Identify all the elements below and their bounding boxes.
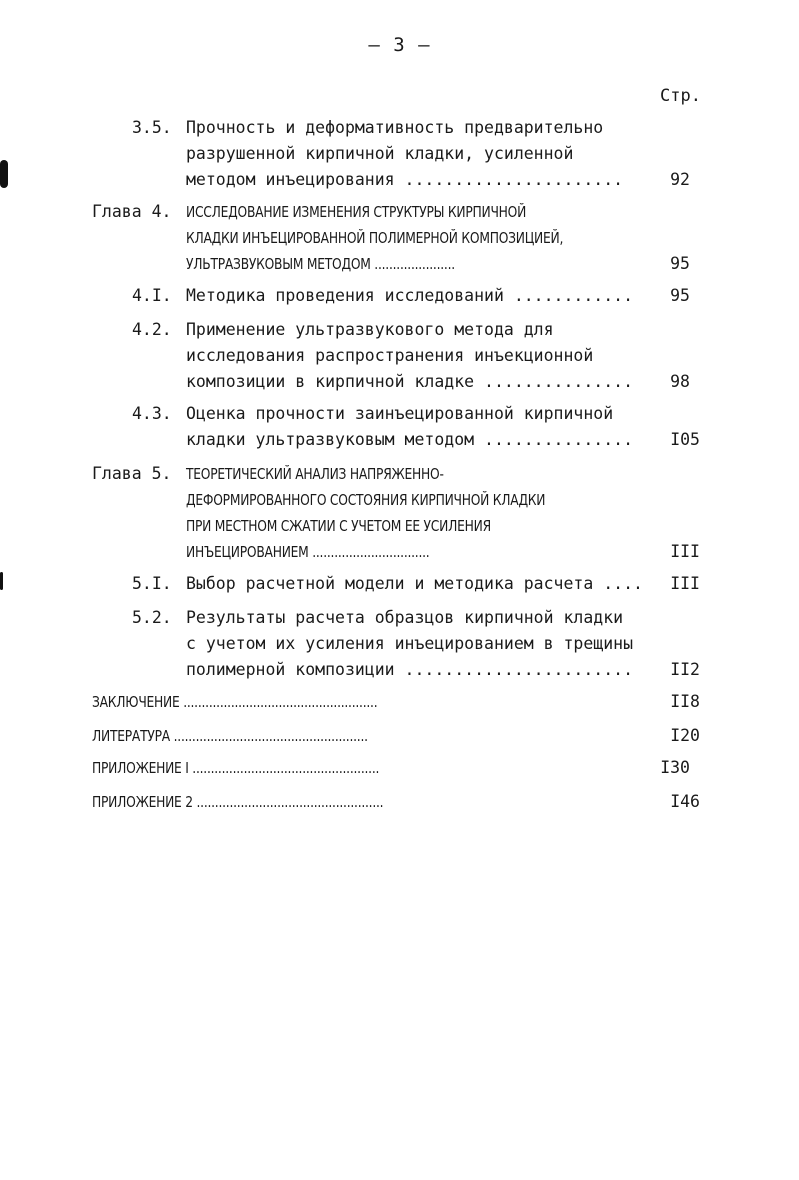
toc-page-number: 98 — [670, 372, 690, 391]
toc-backmatter-title: ЗАКЛЮЧЕНИЕ ..................................................... — [92, 693, 378, 711]
toc-entry-number: 4.3. — [132, 404, 172, 423]
toc-entry-text: Выбор расчетной модели и методика расчета .... — [186, 574, 643, 593]
toc-backmatter-title: ПРИЛОЖЕНИЕ I ................................................... — [92, 759, 380, 777]
toc-entry-number: 5.2. — [132, 608, 172, 627]
toc-page-number: I30 — [660, 758, 690, 777]
toc-entry-text: разрушенной кирпичной кладки, усиленной — [186, 144, 574, 163]
toc-entry-text: методом инъецирования ...................... — [186, 170, 624, 189]
toc-page-number: I46 — [670, 792, 700, 811]
toc-entry-text: Оценка прочности заинъецированной кирпичной — [186, 404, 614, 423]
toc-chapter-title: ИНЪЕЦИРОВАНИЕМ ................................ — [186, 543, 430, 561]
page-column-label: Стр. — [660, 86, 701, 106]
toc-chapter-title: ТЕОРЕТИЧЕСКИЙ АНАЛИЗ НАПРЯЖЕННО- — [186, 465, 444, 483]
toc-page-number: 92 — [670, 170, 690, 189]
page-number: – 3 – — [368, 34, 431, 56]
scan-artifact — [0, 160, 8, 188]
toc-chapter-number: Глава 4. — [92, 202, 172, 221]
toc-entry-number: 4.2. — [132, 320, 172, 339]
toc-page-number: 95 — [670, 254, 690, 273]
toc-entry-text: полимерной композиции ....................... — [186, 660, 634, 679]
toc-page-number: III — [670, 542, 700, 561]
scan-artifact — [0, 572, 3, 590]
toc-backmatter-title: ПРИЛОЖЕНИЕ 2 ................................................... — [92, 793, 384, 811]
toc-chapter-title: ДЕФОРМИРОВАННОГО СОСТОЯНИЯ КИРПИЧНОЙ КЛАДКИ — [186, 491, 546, 509]
toc-chapter-title: КЛАДКИ ИНЪЕЦИРОВАННОЙ ПОЛИМЕРНОЙ КОМПОЗИЦИЕЙ, — [186, 229, 564, 247]
toc-page-number: I05 — [670, 430, 700, 449]
toc-page-number: I20 — [670, 726, 700, 745]
toc-page-number: III — [670, 574, 700, 593]
toc-entry-text: Методика проведения исследований ............ — [186, 286, 634, 305]
toc-entry-text: с учетом их усиления инъецированием в трещины — [186, 634, 634, 653]
toc-entry-text: композиции в кирпичной кладке ............... — [186, 372, 634, 391]
toc-chapter-title: ИССЛЕДОВАНИЕ ИЗМЕНЕНИЯ СТРУКТУРЫ КИРПИЧНОЙ — [186, 203, 527, 221]
toc-chapter-title: ПРИ МЕСТНОМ СЖАТИИ С УЧЕТОМ ЕЕ УСИЛЕНИЯ — [186, 517, 491, 535]
toc-backmatter-title: ЛИТЕРАТУРА ..................................................... — [92, 727, 368, 745]
toc-page-number: 95 — [670, 286, 690, 305]
toc-page-number: II8 — [670, 692, 700, 711]
toc-entry-text: Результаты расчета образцов кирпичной кладки — [186, 608, 624, 627]
toc-chapter-number: Глава 5. — [92, 464, 172, 483]
toc-entry-number: 5.I. — [132, 574, 172, 593]
toc-entry-text: кладки ультразвуковым методом ............... — [186, 430, 634, 449]
toc-entry-text: Применение ультразвукового метода для — [186, 320, 554, 339]
toc-entry-text: исследования распространения инъекционной — [186, 346, 594, 365]
toc-chapter-title: УЛЬТРАЗВУКОВЫМ МЕТОДОМ ...................... — [186, 255, 455, 273]
toc-entry-number: 3.5. — [132, 118, 172, 137]
toc-entry-number: 4.I. — [132, 286, 172, 305]
toc-page-number: II2 — [670, 660, 700, 679]
toc-entry-text: Прочность и деформативность предварительно — [186, 118, 604, 137]
